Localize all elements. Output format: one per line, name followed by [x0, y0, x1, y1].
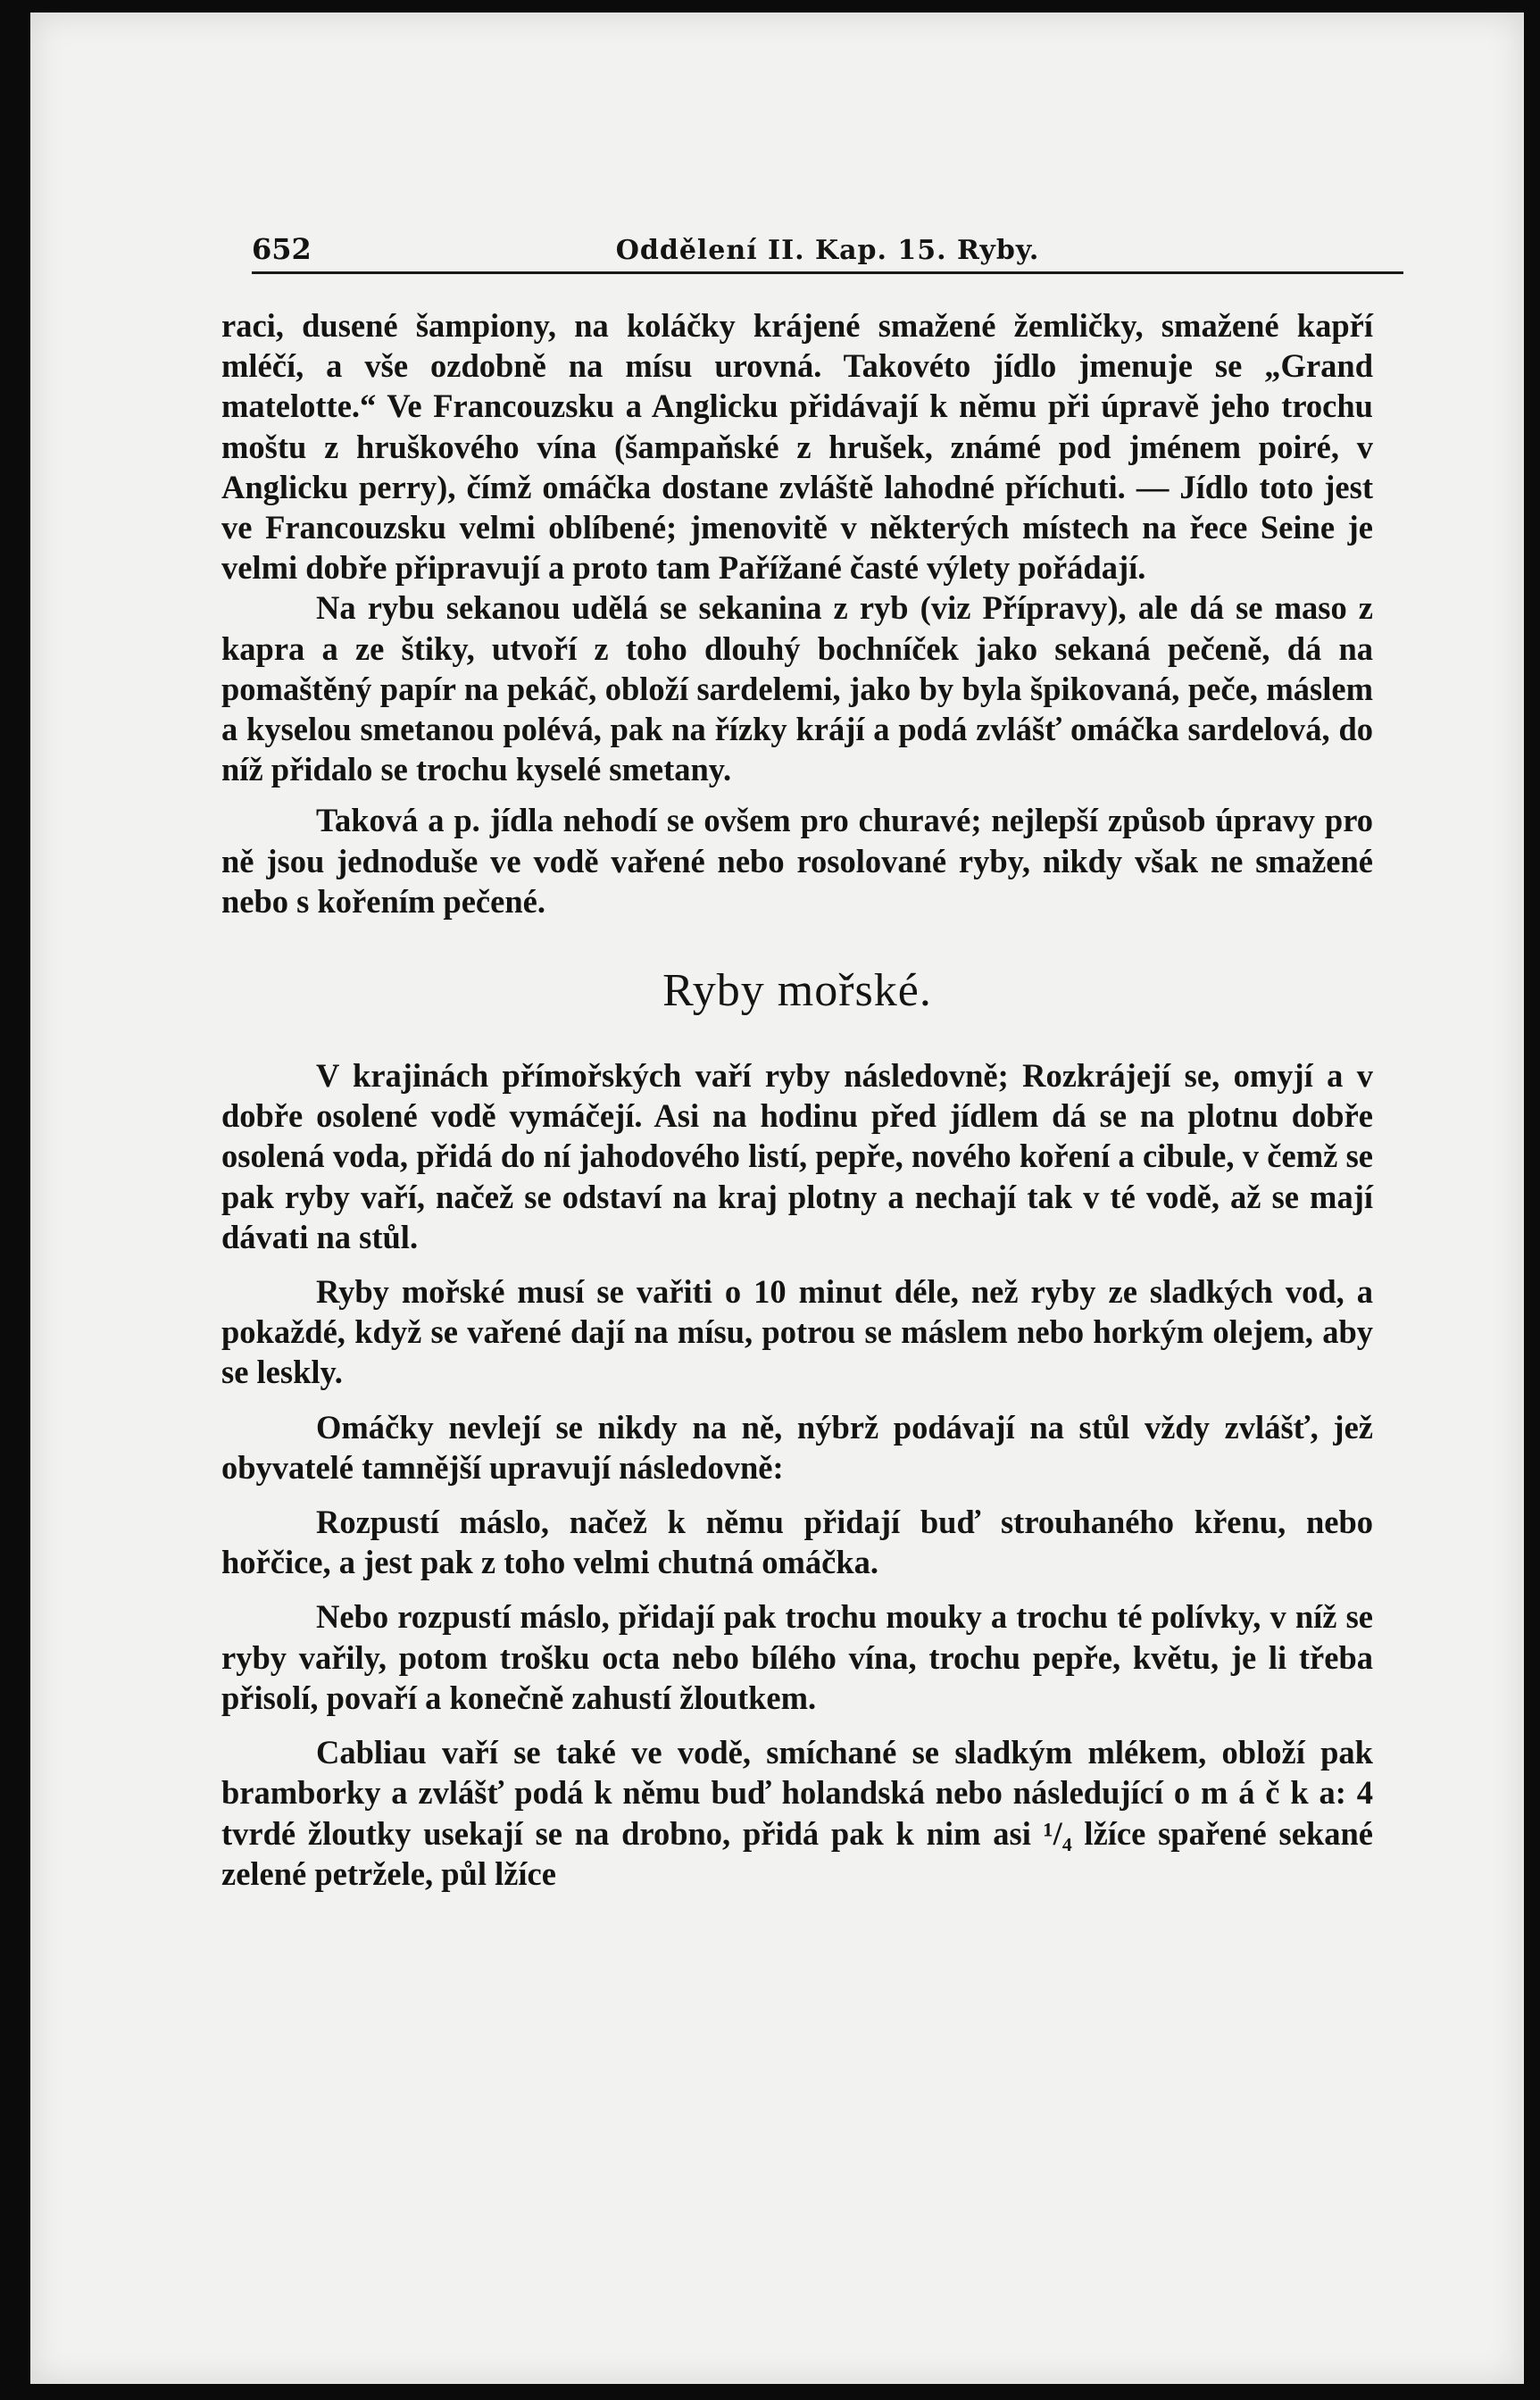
- paragraph: raci, dusené šampiony, na koláčky krájené smažené žemličky, smažené kapří mléčí, a vše ozdobně na mísu urovná. Takovéto jídlo jmenuje se „Grand matelotte.“ Ve Francouzsku a Anglicku přidávají k němu při úpravě jeho trochu moštu z hruškového vína (šampaňské z hrušek, známé pod jménem poiré, v Anglicku perry), čímž omáčka dostane zvláště lahodné příchuti. — Jídlo toto jest ve Francouzsku velmi oblíbené; jmenovitě v některých místech na řece Seine je velmi dobře připravují a proto tam Pařížané časté výlety pořádají.: [221, 307, 1373, 587]
- page-body: [221, 305, 1373, 1894]
- paragraph: Rozpustí máslo, načež k němu přidají buď strouhaného křenu, nebo hořčice, a jest pak z toho velmi chutná omáčka.: [221, 1504, 1373, 1581]
- paragraph: Cabliau vaří se také ve vodě, smíchané se sladkým mlékem, obloží pak bramborky a zvlášť podá k němu buď holandská nebo následující o m á č k a: 4 tvrdé žloutky usekají se na drobno, přidá pak k nim asi ¹/₄ lžíce spařené sekané zelené petržele, půl lžíce: [221, 1734, 1373, 1892]
- running-head: Oddělení II. Kap. 15. Ryby.: [615, 235, 1040, 266]
- page-header: [252, 225, 1403, 274]
- section-title: Ryby mořské.: [662, 965, 932, 1017]
- paragraph: Ryby mořské musí se vařiti o 10 minut déle, než ryby ze sladkých vod, a pokaždé, když se vařené dají na mísu, potrou se máslem nebo horkým olejem, aby se leskly.: [221, 1273, 1373, 1391]
- page-number: 652: [252, 232, 312, 266]
- paragraph: Na rybu sekanou udělá se sekanina z ryb (viz Přípravy), ale dá se maso z kapra a ze štiky, utvoří z toho dlouhý bochníček jako sekaná pečeně, dá na pomaštěný papír na pekáč, obloží sardelemi, jako by byla špikovaná, peče, máslem a kyselou smetanou polévá, pak na řízky krájí a podá zvlášť omáčka sardelová, do níž přidalo se trochu kyselé smetany.: [221, 589, 1373, 788]
- paragraph: Taková a p. jídla nehodí se ovšem pro churavé; nejlepší způsob úpravy pro ně jsou jednoduše ve vodě vařené nebo rosolované ryby, nikdy však ne smažené nebo s kořením pečené.: [221, 802, 1373, 920]
- paragraph: Omáčky nevlejí se nikdy na ně, nýbrž podávají na stůl vždy zvlášť, jež obyvatelé tamnější upravují následovně:: [221, 1408, 1373, 1486]
- paragraph: Nebo rozpustí máslo, přidají pak trochu mouky a trochu té polívky, v níž se ryby vařily, potom trošku octa nebo bílého vína, trochu pepře, květu, je li třeba přisolí, povaří a konečně zahustí žloutkem.: [221, 1598, 1373, 1716]
- paragraph: V krajinách přímořských vaří ryby následovně; Rozkrájejí se, omyjí a v dobře osolené vodě vymáčejí. Asi na hodinu před jídlem dá se na plotnu dobře osolená voda, přidá do ní jahodového listí, pepře, nového koření a cibule, v čemž se pak ryby vaří, načež se odstaví na kraj plotny a nechají tak v té vodě, až se mají dávati na stůl.: [221, 1057, 1373, 1255]
